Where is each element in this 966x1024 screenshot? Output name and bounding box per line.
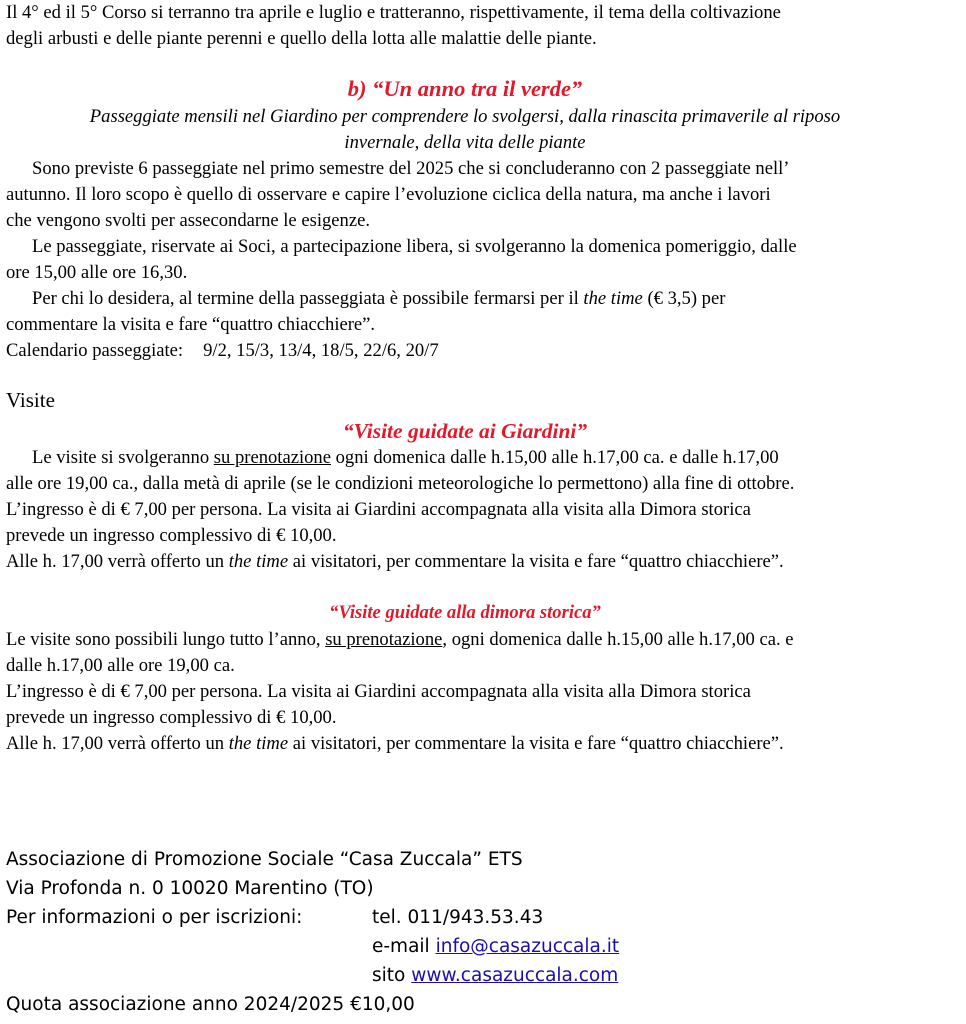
section-b-para1-line3: che vengono svolti per assecondarne le esigenze. [6,210,370,231]
footer-info-line [6,903,543,932]
giardini-text-a: Le visite si svolgeranno [32,447,214,468]
calendar-dates: 9/2, 15/3, 13/4, 18/5, 22/6, 20/7 [203,340,439,361]
footer-email-line [372,932,619,961]
dimora-line-1 [6,627,794,653]
section-b-para2-line1: Le passeggiate, riservate ai Soci, a partecipazione libera, si svolgeranno la domenica pomeriggio, dalle [32,236,797,257]
giardini-line-2: alle ore 19,00 ca., dalla metà di aprile (se le condizioni meteorologiche lo permettono) alla fine di ottobre. [6,473,795,494]
giardini-the-time: the time [228,551,289,572]
giardini-l5-a: Alle h. 17,00 verrà offerto un [6,551,229,572]
footer-email-link[interactable]: info@casazuccala.it [435,936,620,957]
intro-line-2: degli arbusti e delle piante perenni e quello della lotta alle malattie delle piante. [6,28,597,49]
visite-heading: Visite [6,388,55,412]
para3-the-time: the time [583,288,643,309]
dimora-line-4: prevede un ingresso complessivo di € 10,00. [6,707,337,728]
dimora-line-5 [6,731,784,757]
dimora-line-2: dalle h.17,00 alle ore 19,00 ca. [6,655,235,676]
giardini-text-b: ogni domenica dalle h.15,00 alle h.17,00 ca. e dalle h.17,00 [330,447,779,468]
section-b-para3-line1 [6,286,725,312]
footer-site-line [372,961,618,990]
section-b-para3-line2: commentare la visita e fare “quattro chiacchiere”. [6,314,376,335]
footer-association: Associazione di Promozione Sociale “Casa Zuccala” ETS [6,849,523,870]
footer-site-label: sito [372,965,412,986]
section-b-subtitle-2: invernale, della vita delle piante [344,132,586,153]
section-b-title: b) “Un anno tra il verde” [347,76,583,101]
dimora-title: “Visite guidate alla dimora storica” [329,602,601,623]
dimora-the-time: the time [228,733,289,754]
dimora-text-a: Le visite sono possibili lungo tutto l’anno, [6,629,326,650]
dimora-prenotazione: su prenotazione [325,629,443,650]
giardini-title: “Visite guidate ai Giardini” [342,419,588,443]
section-b-para2-line2: ore 15,00 alle ore 16,30. [6,262,188,283]
dimora-l5-a: Alle h. 17,00 verrà offerto un [6,733,229,754]
giardini-line-5 [6,549,784,575]
footer-fee: Quota associazione anno 2024/2025 €10,00 [6,994,415,1015]
dimora-line-3: L’ingresso è di € 7,00 per persona. La visita ai Giardini accompagnata alla visita alla Dimora storica [6,681,751,702]
footer-tel: tel. 011/943.53.43 [372,907,544,928]
footer-address: Via Profonda n. 0 10020 Marentino (TO) [6,878,374,899]
dimora-text-b: , ogni domenica dalle h.15,00 alle h.17,00 ca. e [442,629,794,650]
giardini-prenotazione: su prenotazione [213,447,331,468]
dimora-l5-b: ai visitatori, per commentare la visita e fare “quattro chiacchiere”. [288,733,784,754]
giardini-line-3: L’ingresso è di € 7,00 per persona. La visita ai Giardini accompagnata alla visita alla Dimora storica [6,499,751,520]
footer-site-link[interactable]: www.casazuccala.com [411,965,619,986]
giardini-line-1 [6,445,779,471]
para3-text-a: Per chi lo desidera, al termine della passeggiata è possibile fermarsi per il [32,288,584,309]
giardini-l5-b: ai visitatori, per commentare la visita e fare “quattro chiacchiere”. [288,551,784,572]
footer-email-label: e-mail [372,936,436,957]
section-b-para1-line1: Sono previste 6 passeggiate nel primo semestre del 2025 che si concluderanno con 2 passeggiate nell’ [32,158,790,179]
para3-text-b: (€ 3,5) per [642,288,726,309]
giardini-line-4: prevede un ingresso complessivo di € 10,00. [6,525,337,546]
calendar-label: Calendario passeggiate: [6,340,184,361]
footer-info-label: Per informazioni o per iscrizioni: [6,907,303,928]
calendar-line [6,338,439,364]
section-b-subtitle-1: Passeggiate mensili nel Giardino per comprendere lo svolgersi, dalla rinascita primaverile al riposo [89,106,841,127]
section-b-para1-line2: autunno. Il loro scopo è quello di osservare e capire l’evoluzione ciclica della natura, ma anche i lavori [6,184,771,205]
intro-line-1: Il 4° ed il 5° Corso si terranno tra aprile e luglio e tratteranno, rispettivamente, il tema della coltivazione [6,2,781,23]
